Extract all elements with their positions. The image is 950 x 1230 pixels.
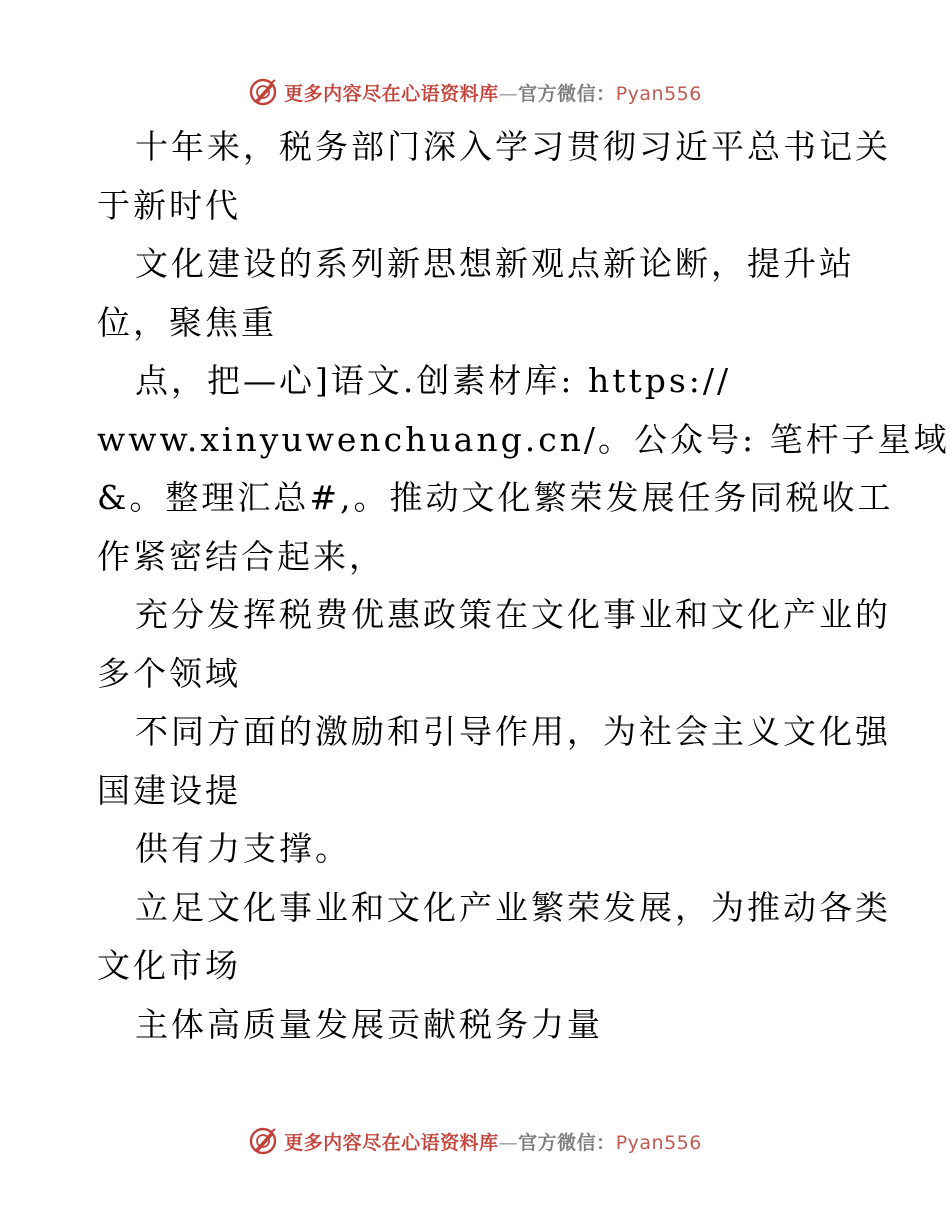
quill-logo-icon bbox=[248, 77, 278, 107]
body-line: 点，把—心]语文.创素材库: https:// bbox=[135, 361, 732, 400]
body-line: www.xinyuwenchuang.cn/。公众号: 笔杆子星域 bbox=[97, 419, 950, 459]
watermark-id: Pyan556 bbox=[615, 82, 702, 105]
watermark-dash: — bbox=[498, 82, 519, 105]
watermark-dash: — bbox=[498, 1131, 519, 1154]
watermark-sub: 官方微信： bbox=[518, 1131, 616, 1154]
quill-logo-icon bbox=[248, 1126, 278, 1156]
watermark-text bbox=[284, 79, 702, 106]
body-line: 多个领域 bbox=[97, 653, 241, 693]
body-line: 文化建设的系列新思想新观点新论断，提升站 bbox=[135, 244, 855, 283]
body-line: 供有力支撑。 bbox=[135, 829, 351, 868]
body-line: 位，聚焦重 bbox=[97, 302, 277, 342]
watermark-text bbox=[284, 1128, 702, 1155]
watermark-footer bbox=[0, 1121, 950, 1161]
body-line: 作紧密结合起来， bbox=[97, 536, 385, 576]
body-line: 于新时代 bbox=[97, 185, 241, 225]
body-line: 国建设提 bbox=[97, 770, 241, 810]
body-line: 充分发挥税费优惠政策在文化事业和文化产业的 bbox=[135, 595, 891, 634]
body-line: 主体高质量发展贡献税务力量 bbox=[135, 1004, 603, 1044]
watermark-main: 更多内容尽在心语资料库 bbox=[284, 82, 499, 105]
watermark-sub: 官方微信： bbox=[518, 82, 616, 105]
watermark-id: Pyan556 bbox=[615, 1131, 702, 1154]
body-line: &。整理汇总#,。推动文化繁荣发展任务同税收工 bbox=[97, 478, 894, 517]
body-line: 立足文化事业和文化产业繁荣发展，为推动各类 bbox=[135, 887, 891, 927]
watermark-main: 更多内容尽在心语资料库 bbox=[284, 1131, 499, 1154]
watermark-header bbox=[0, 72, 950, 112]
body-line: 不同方面的激励和引导作用，为社会主义文化强 bbox=[135, 712, 891, 751]
document-body bbox=[97, 118, 950, 1054]
body-line: 十年来，税务部门深入学习贯彻习近平总书记关 bbox=[135, 127, 891, 166]
body-line: 文化市场 bbox=[97, 946, 241, 985]
